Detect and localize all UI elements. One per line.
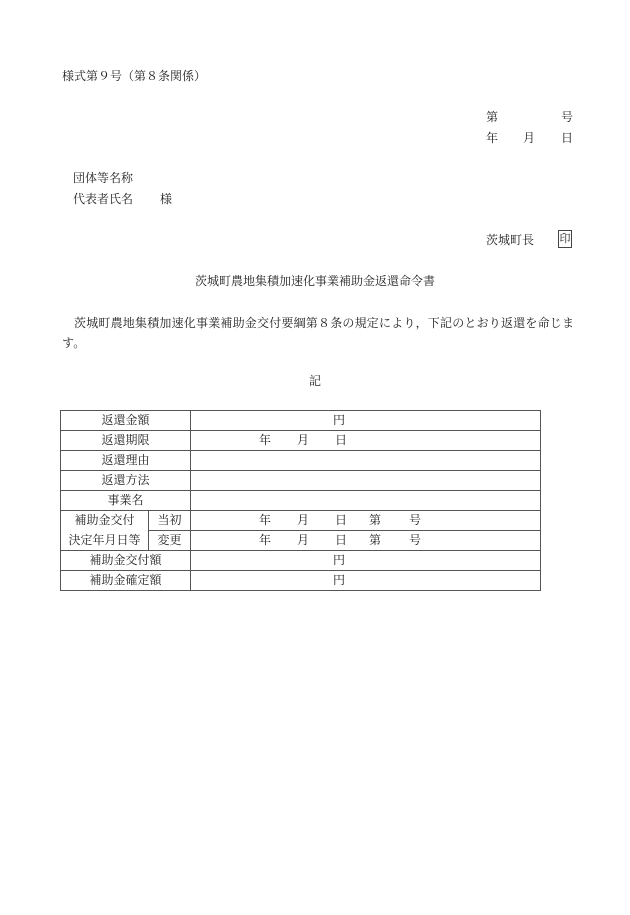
confirmed-grant-amount-field[interactable]: 円 xyxy=(191,571,541,591)
table-row-grant-decision-initial xyxy=(61,511,541,531)
sender-title: 茨城町長 xyxy=(486,233,535,247)
repayment-amount-field[interactable]: 円 xyxy=(191,411,541,431)
grant-amount-field[interactable]: 円 xyxy=(191,551,541,571)
organization-name-label: 団体等名称 xyxy=(73,171,134,185)
doc-number-suffix: 号 xyxy=(561,110,574,124)
form-number: 様式第９号（第８条関係） xyxy=(62,69,207,83)
table-row-repayment-amount xyxy=(61,411,541,431)
row-label: 返還理由 xyxy=(61,451,191,471)
row-label: 事業名 xyxy=(61,491,191,511)
row-label: 補助金交付額 xyxy=(61,551,191,571)
row-label-top: 補助金交付 xyxy=(61,511,149,531)
sub-label-initial: 当初 xyxy=(149,511,191,531)
grant-decision-change-field[interactable]: 年 月 日 第 号 xyxy=(191,531,541,551)
row-label: 返還方法 xyxy=(61,471,191,491)
doc-number-label: 第 xyxy=(486,110,499,124)
document-title: 茨城町農地集積加速化事業補助金返還命令書 xyxy=(194,274,435,288)
row-label: 補助金確定額 xyxy=(61,571,191,591)
table-row-repayment-deadline xyxy=(61,431,541,451)
table-row-grant-decision-change xyxy=(61,531,541,551)
table-row-project-name xyxy=(61,491,541,511)
row-label-bottom: 決定年月日等 xyxy=(61,531,149,551)
project-name-field[interactable] xyxy=(191,491,541,511)
repayment-method-field[interactable] xyxy=(191,471,541,491)
table-row-confirmed-grant-amount xyxy=(61,571,541,591)
table-row-repayment-reason xyxy=(61,451,541,471)
date-year: 年 xyxy=(486,131,499,145)
row-label: 返還金額 xyxy=(61,411,191,431)
repayment-deadline-field[interactable]: 年 月 日 xyxy=(191,431,541,451)
document-body: 茨城町農地集積加速化事業補助金交付要綱第８条の規定により，下記のとおり返還を命じます。 xyxy=(62,316,575,350)
ki-heading: 記 xyxy=(308,374,321,388)
date-month: 月 xyxy=(523,131,536,145)
representative-name-label: 代表者氏名 xyxy=(73,192,134,206)
table-row-grant-amount xyxy=(61,551,541,571)
sub-label-change: 変更 xyxy=(149,531,191,551)
repayment-reason-field[interactable] xyxy=(191,451,541,471)
row-label: 返還期限 xyxy=(61,431,191,451)
honorific: 様 xyxy=(160,192,173,206)
date-day: 日 xyxy=(561,131,574,145)
table-row-repayment-method xyxy=(61,471,541,491)
seal-mark: 印 xyxy=(558,230,572,248)
grant-decision-initial-field[interactable]: 年 月 日 第 号 xyxy=(191,511,541,531)
repayment-info-table xyxy=(60,410,541,591)
